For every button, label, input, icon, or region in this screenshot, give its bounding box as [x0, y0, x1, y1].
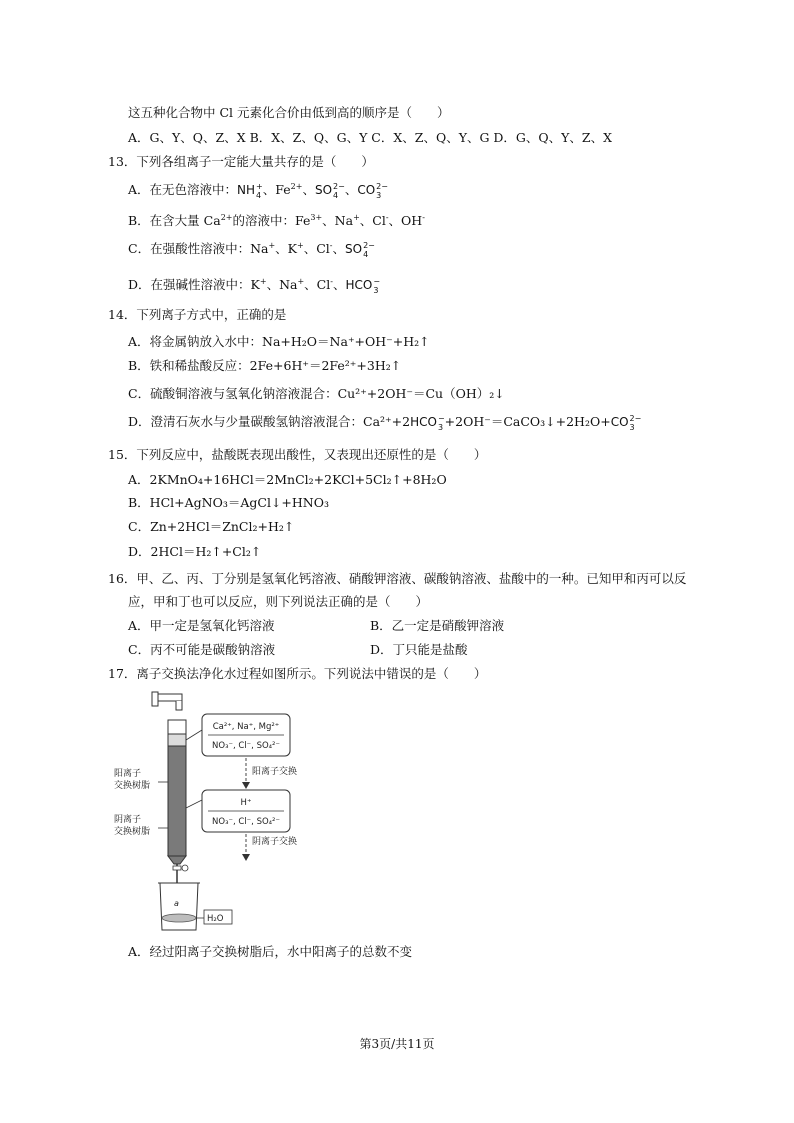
ion-co3: CO 2− 3 [357, 181, 388, 200]
q17-option-a: A．经过阳离子交换树脂后，水中阳离子的总数不变 [128, 944, 413, 959]
ion-box-middle [186, 790, 290, 832]
label-anion-resin-1: 阴离子 [114, 815, 142, 825]
ion-box-inlet [186, 714, 290, 756]
arrow-anion-exchange: 阴离子交换 [252, 837, 298, 847]
box1-anions: NO₃⁻, Cl⁻, SO₄²⁻ [212, 741, 280, 751]
q16-option-b: B．乙一定是硝酸钾溶液 [370, 618, 505, 633]
q12-options: A．G、Y、Q、Z、X B．X、Z、Q、G、Y C．X、Z、Q、Y、G D．G、Q、Y、Z、X [128, 130, 612, 145]
q14-option-b: B．铁和稀盐酸反应：2Fe+6H⁺＝2Fe²⁺+3H₂↑ [128, 358, 402, 373]
q14-stem: 14．下列离子方式中，正确的是 [108, 307, 287, 322]
q16-stem-2: 应，甲和丁也可以反应，则下列说法正确的是（ ） [128, 594, 429, 609]
q15-option-d: D．2HCl＝H₂↑+Cl₂↑ [128, 544, 262, 559]
beaker [158, 883, 200, 930]
page-footer: 第3页/共11页 [359, 1037, 435, 1051]
arrow-cation-exchange: 阳离子交换 [252, 767, 298, 777]
label-anion-resin-2: 交换树脂 [114, 827, 151, 837]
ion-nh4: NH + 4 [237, 181, 263, 200]
exchange-column [168, 720, 188, 902]
q15-option-a: A．2KMnO₄+16HCl＝2MnCl₂+2KCl+5Cl₂↑+8H₂O [128, 472, 447, 487]
q13-option-d: D．在强碱性溶液中：K+、Na+、Cl-、HCO − 3 [128, 276, 381, 295]
label-cation-resin-1: 阳离子 [114, 769, 142, 779]
label-cation-resin-2: 交换树脂 [114, 781, 151, 791]
q13-option-c: C．在强酸性溶液中：Na+、K+、Cl-、SO 2− 4 [128, 240, 375, 259]
q16-option-a: A．甲一定是氢氧化钙溶液 [128, 618, 275, 633]
q16-stem-1: 16．甲、乙、丙、丁分别是氢氧化钙溶液、硝酸钾溶液、碳酸钠溶液、盐酸中的一种。已知甲和丙可以反 [108, 571, 687, 586]
q14-option-d: D．澄清石灰水与少量碳酸氢钠溶液混合：Ca²⁺+2HCO − 3 +2OH⁻＝CaCO₃↓+2H₂O+CO 2− 3 [128, 413, 642, 432]
box1-cations: Ca²⁺, Na⁺, Mg²⁺ [212, 722, 280, 732]
q16-option-c: C．丙不可能是碳酸钠溶液 [128, 642, 276, 657]
label-water: H₂O [207, 914, 224, 924]
box2-cations: H⁺ [240, 798, 252, 808]
ion-hco3: HCO − 3 [410, 413, 445, 432]
faucet-icon [152, 692, 182, 710]
q16-option-d: D．丁只能是盐酸 [370, 642, 468, 657]
q13-option-a: A．在无色溶液中：NH + 4 、$Fe^{2+}$、SO 2− 4 、CO 2− 3 [128, 181, 388, 200]
box2-anions: NO₃⁻, Cl⁻, SO₄²⁻ [212, 817, 280, 827]
q14-option-a: A．将金属钠放入水中：Na+H₂O＝Na⁺+OH⁻+H₂↑ [128, 334, 430, 349]
label-a: a [174, 899, 179, 908]
ion-hco3: HCO − 3 [345, 276, 381, 295]
q14-option-c: C．硫酸铜溶液与氢氧化钠溶液混合：Cu²⁺+2OH⁻＝Cu（OH）₂↓ [128, 386, 505, 401]
q17-stem: 17．离子交换法净化水过程如图所示。下列说法中错误的是（ ） [108, 666, 487, 681]
ion-so4: SO 2− 4 [314, 181, 345, 200]
ion-co3: CO 2− 3 [610, 413, 642, 432]
q13-stem: 13．下列各组离子一定能大量共存的是（ ） [108, 154, 374, 169]
q15-option-b: B．HCl+AgNO₃＝AgCl↓+HNO₃ [128, 495, 329, 510]
ion-so4: SO 2− 4 [345, 240, 375, 259]
q15-stem: 15．下列反应中，盐酸既表现出酸性，又表现出还原性的是（ ） [108, 447, 487, 462]
ion-exchange-diagram [100, 690, 420, 935]
q15-option-c: C．Zn+2HCl＝ZnCl₂+H₂↑ [128, 519, 295, 534]
q13-option-b: B．在含大量 $Ca^{2+}$的溶液中：$Fe^{3+}$、Na+、Cl-、OH- [128, 212, 425, 228]
q12-intro: 这五种化合物中 Cl 元素化合价由低到高的顺序是（ ） [128, 105, 450, 120]
